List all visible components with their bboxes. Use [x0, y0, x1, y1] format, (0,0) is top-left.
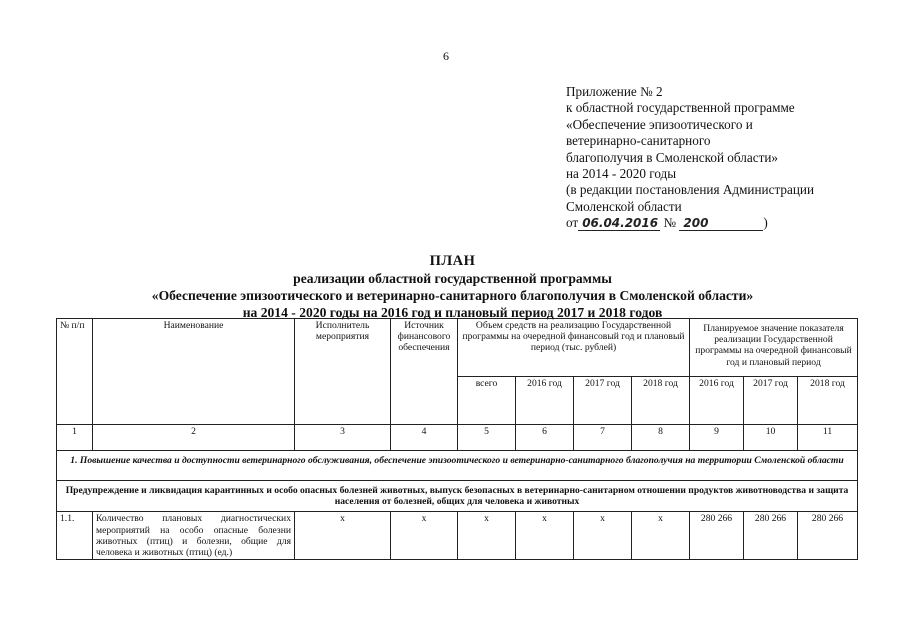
appendix-line: на 2014 - 2020 годы: [566, 166, 677, 182]
row-indicator-2018: 280 266: [798, 512, 858, 560]
header-funds: Объем средств на реализацию Государственной программы на очередной финансовый год и плановый период (тыс. рублей): [458, 319, 690, 377]
header-indicator-2017: 2017 год: [744, 377, 798, 425]
header-indicator: Планируемое значение показателя реализации Государственной программы на очередной финансовый год и плановый период: [690, 319, 858, 377]
column-number-row: [57, 425, 858, 451]
subsection-row: [57, 481, 858, 512]
row-indicator-2017: 280 266: [744, 512, 798, 560]
appendix-line: ветеринарно-санитарного: [566, 133, 711, 149]
column-number: 3: [295, 425, 391, 451]
from-prefix: от: [566, 215, 579, 231]
number-sign: №: [663, 215, 677, 231]
column-number: 11: [798, 425, 858, 451]
header-source: Источник финансового обеспечения: [391, 319, 458, 425]
header-indicator-2018: 2018 год: [798, 377, 858, 425]
header-row: [57, 319, 858, 377]
appendix-line: Смоленской области: [566, 198, 682, 214]
plan-table: [56, 318, 858, 560]
row-num: 1.1.: [57, 512, 93, 560]
header-2017: 2017 год: [574, 377, 632, 425]
appendix-line: благополучия в Смоленской области»: [566, 149, 778, 165]
section-row: [57, 451, 858, 481]
appendix-line: (в редакции постановления Администрации: [566, 182, 814, 198]
header-num: № п/п: [57, 319, 93, 425]
header-executor: Исполнитель мероприятия: [295, 319, 391, 425]
appendix-block: [566, 84, 896, 232]
table-row: [57, 512, 858, 560]
appendix-line: «Обеспечение эпизоотического и: [566, 116, 753, 132]
row-total: x: [458, 512, 516, 560]
header-indicator-2016: 2016 год: [690, 377, 744, 425]
header-total: всего: [458, 377, 516, 425]
header-name: Наименование: [93, 319, 295, 425]
row-indicator-2016: 280 266: [690, 512, 744, 560]
handwritten-number: 200: [679, 217, 763, 231]
appendix-line: к областной государственной программе: [566, 100, 795, 116]
appendix-line: Приложение № 2: [566, 84, 663, 99]
column-number: 9: [690, 425, 744, 451]
header-2018: 2018 год: [632, 377, 690, 425]
title-line: «Обеспечение эпизоотического и ветеринарно-санитарного благополучия в Смоленской области»: [151, 288, 754, 303]
row-source: x: [391, 512, 458, 560]
document-title: [0, 253, 905, 321]
header-2016: 2016 год: [516, 377, 574, 425]
title-line: реализации областной государственной программы: [293, 271, 612, 286]
column-number: 10: [744, 425, 798, 451]
subsection-heading: Предупреждение и ликвидация карантинных и особо опасных болезней животных, выпуск безопасных в ветеринарно-санитарном отношении продуктов животноводства и защита населения от болезней, общих для человека и животных: [57, 481, 858, 512]
row-name: Количество плановых диагностических мероприятий на особо опасные болезни животных (птиц) и болезни, общие для человека и животных (птиц) (ед.): [93, 512, 295, 560]
closing-paren: ): [763, 215, 768, 231]
page-number: 6: [443, 49, 449, 63]
title-main: ПЛАН: [429, 253, 476, 269]
row-2016: x: [516, 512, 574, 560]
column-number: 7: [574, 425, 632, 451]
column-number: 5: [458, 425, 516, 451]
title-line: на 2014 - 2020 годы на 2016 год и плановый период 2017 и 2018 годов: [242, 305, 663, 320]
column-number: 2: [93, 425, 295, 451]
row-executor: x: [295, 512, 391, 560]
row-2018: x: [632, 512, 690, 560]
column-number: 1: [57, 425, 93, 451]
decree-reference: [566, 215, 896, 231]
column-number: 8: [632, 425, 690, 451]
column-number: 6: [516, 425, 574, 451]
row-2017: x: [574, 512, 632, 560]
handwritten-date: 06.04.2016: [578, 217, 660, 231]
column-number: 4: [391, 425, 458, 451]
section-heading: 1. Повышение качества и доступности ветеринарного обслуживания, обеспечение эпизоотического и ветеринарно-санитарного благополучия на территории Смоленской области: [57, 451, 858, 481]
